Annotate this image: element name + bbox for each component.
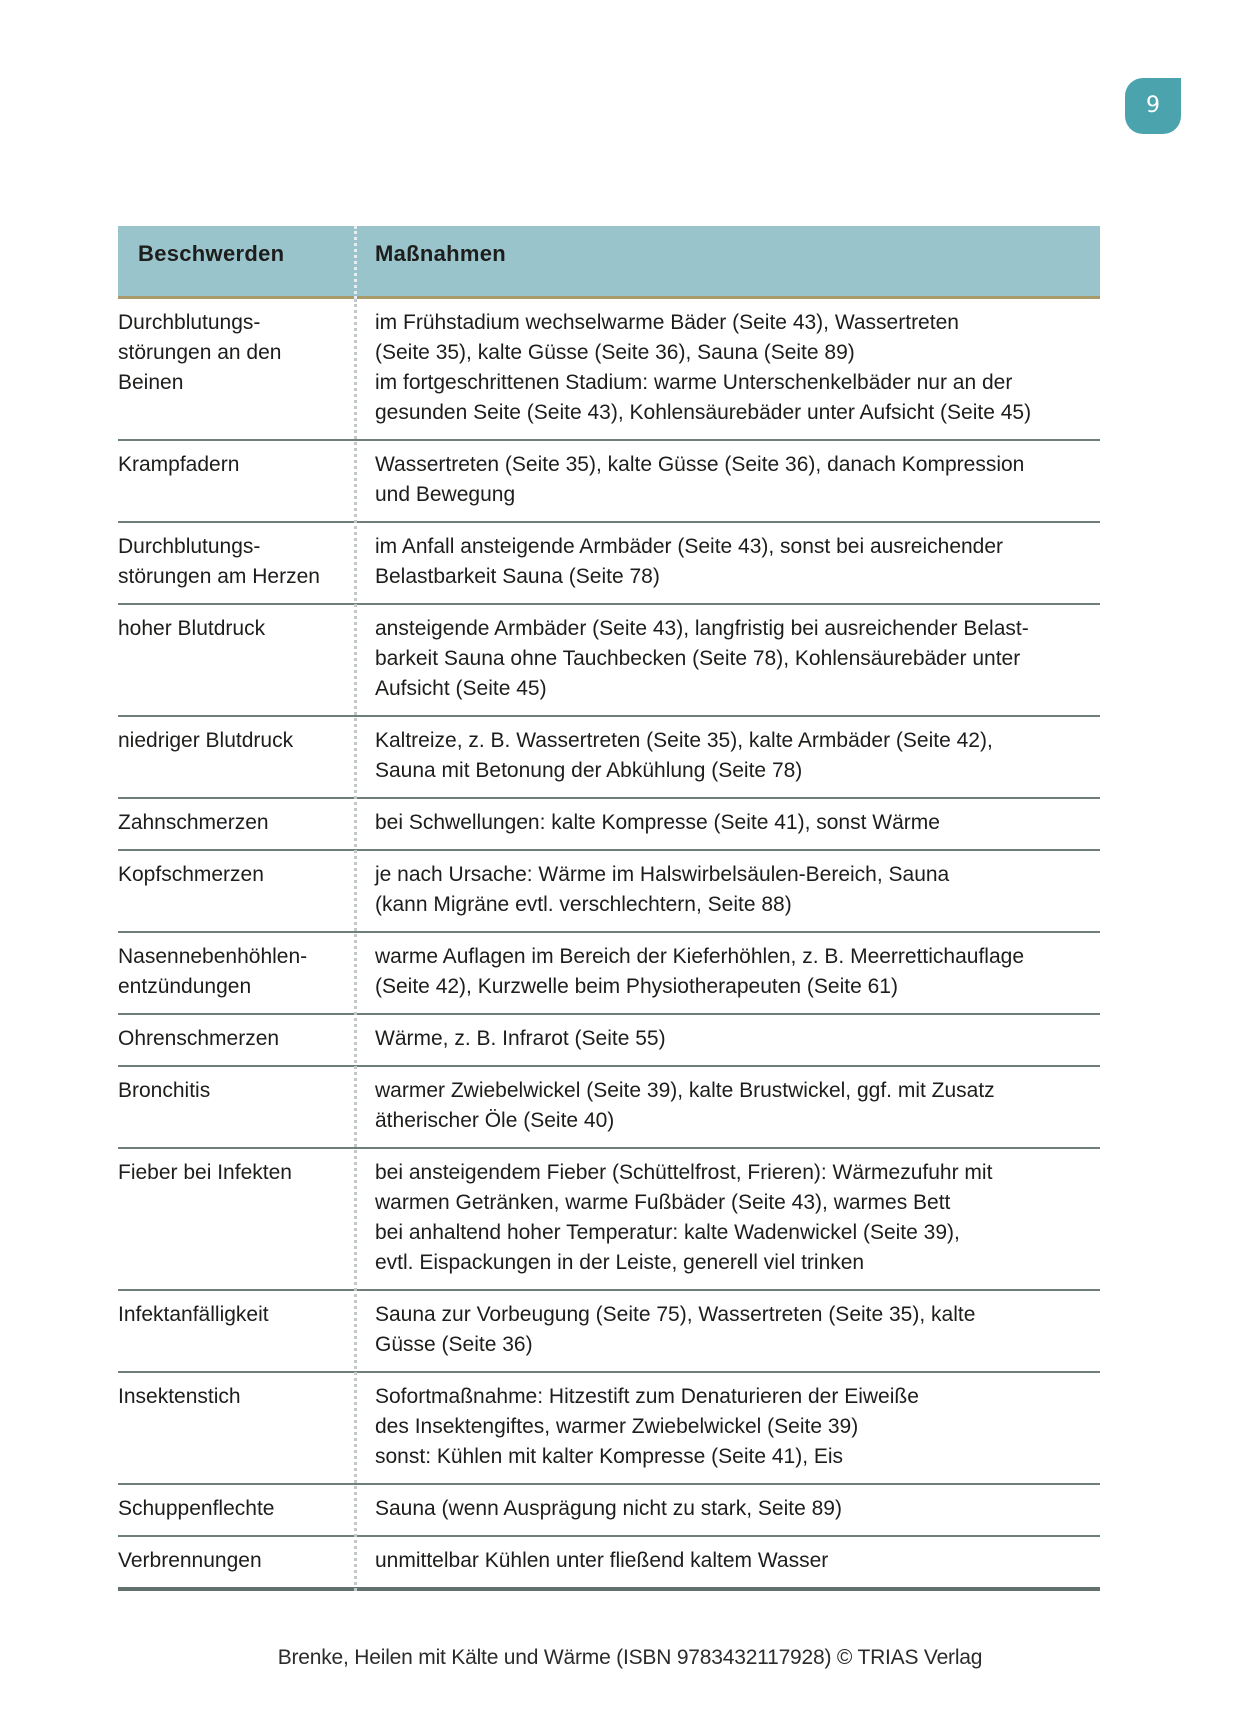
complaint-cell [118, 1382, 354, 1472]
complaint-cell [118, 1546, 354, 1576]
complaint-text: Nasennebenhöhlen- [118, 945, 308, 968]
measures-text: unmittelbar Kühlen unter fließend kaltem Wasser [375, 1549, 829, 1572]
measures-cell [354, 1158, 1100, 1278]
measures-cell [354, 808, 1100, 838]
complaint-text: Ohrenschmerzen [118, 1027, 280, 1050]
measures-text: (Seite 35), kalte Güsse (Seite 36), Sauna (Seite 89) [375, 341, 855, 364]
table-row [118, 851, 1100, 933]
complaint-text: störungen an den [118, 341, 282, 364]
page-number-badge [1125, 78, 1181, 134]
table-row [118, 299, 1100, 441]
measures-cell [354, 1076, 1100, 1136]
complaint-cell [118, 532, 354, 592]
measures-text: im fortgeschrittenen Stadium: warme Unterschenkelbäder nur an der [375, 371, 1013, 394]
page-number: 9 [1146, 93, 1160, 118]
measures-text: warmen Getränken, warme Fußbäder (Seite 43), warmes Bett [375, 1191, 951, 1214]
complaint-cell [118, 1300, 354, 1360]
complaint-text: Schuppenflechte [118, 1497, 275, 1520]
measures-text: Sauna (wenn Ausprägung nicht zu stark, Seite 89) [375, 1497, 842, 1520]
measures-text: des Insektengiftes, warmer Zwiebelwickel (Seite 39) [375, 1415, 859, 1438]
complaint-text: Durchblutungs- [118, 311, 261, 334]
measures-text: im Anfall ansteigende Armbäder (Seite 43), sonst bei ausreichender [375, 535, 1004, 558]
complaint-cell [118, 808, 354, 838]
measures-cell [354, 532, 1100, 592]
measures-text: je nach Ursache: Wärme im Halswirbelsäulen-Bereich, Sauna [375, 863, 950, 886]
measures-text: Kaltreize, z. B. Wassertreten (Seite 35), kalte Armbäder (Seite 42), [375, 729, 993, 752]
table-row [118, 1149, 1100, 1291]
header-measures: Maßnahmen [375, 241, 507, 266]
measures-text: bei ansteigendem Fieber (Schüttelfrost, Frieren): Wärmezufuhr mit [375, 1161, 993, 1184]
measures-text: bei Schwellungen: kalte Kompresse (Seite 41), sonst Wärme [375, 811, 940, 834]
complaint-cell [118, 614, 354, 704]
table-row [118, 1485, 1100, 1537]
complaint-cell [118, 1158, 354, 1278]
measures-text: ätherischer Öle (Seite 40) [375, 1109, 615, 1132]
measures-text: sonst: Kühlen mit kalter Kompresse (Seite 41), Eis [375, 1445, 844, 1468]
table-header [118, 226, 1100, 299]
measures-text: Güsse (Seite 36) [375, 1333, 533, 1356]
complaint-cell [118, 1076, 354, 1136]
table-row [118, 523, 1100, 605]
measures-text: Wärme, z. B. Infrarot (Seite 55) [375, 1027, 666, 1050]
copyright-footer: Brenke, Heilen mit Kälte und Wärme (ISBN 9783432117928) © TRIAS Verlag [277, 1646, 983, 1669]
measures-cell [354, 308, 1100, 428]
measures-text: warmer Zwiebelwickel (Seite 39), kalte Brustwickel, ggf. mit Zusatz [375, 1079, 995, 1102]
measures-cell [354, 1494, 1100, 1524]
table-row [118, 1067, 1100, 1149]
table-row [118, 1537, 1100, 1591]
table-row [118, 605, 1100, 717]
measures-text: Belastbarkeit Sauna (Seite 78) [375, 565, 660, 588]
complaint-cell [118, 942, 354, 1002]
complaint-text: Beinen [118, 371, 184, 394]
measures-cell [354, 726, 1100, 786]
measures-text: barkeit Sauna ohne Tauchbecken (Seite 78), Kohlensäurebäder unter [375, 647, 1021, 670]
complaint-text: hoher Blutdruck [118, 617, 266, 640]
measures-text: (Seite 42), Kurzwelle beim Physiotherapeuten (Seite 61) [375, 975, 898, 998]
complaint-text: Infektanfälligkeit [118, 1303, 269, 1326]
complaint-cell [118, 726, 354, 786]
complaint-text: Krampfadern [118, 453, 240, 476]
complaint-cell [118, 450, 354, 510]
complaint-text: Kopfschmerzen [118, 863, 264, 886]
measures-text: Sauna zur Vorbeugung (Seite 75), Wassertreten (Seite 35), kalte [375, 1303, 976, 1326]
measures-text: Sofortmaßnahme: Hitzestift zum Denaturieren der Eiweiße [375, 1385, 919, 1408]
measures-text: warme Auflagen im Bereich der Kieferhöhlen, z. B. Meerrettichauflage [375, 945, 1025, 968]
measures-cell [354, 942, 1100, 1002]
complaint-cell [118, 1494, 354, 1524]
table-row [118, 799, 1100, 851]
measures-cell [354, 1024, 1100, 1054]
complaint-text: Bronchitis [118, 1079, 211, 1102]
measures-text: evtl. Eispackungen in der Leiste, generell viel trinken [375, 1251, 865, 1274]
table-row [118, 1291, 1100, 1373]
measures-cell [354, 450, 1100, 510]
complaint-cell [118, 1024, 354, 1054]
table-body [118, 299, 1100, 1591]
measures-cell [354, 1300, 1100, 1360]
complaint-text: Fieber bei Infekten [118, 1161, 292, 1184]
complaint-text: entzündungen [118, 975, 252, 998]
measures-text: und Bewegung [375, 483, 516, 506]
column-divider [354, 299, 357, 1591]
complaint-text: Durchblutungs- [118, 535, 261, 558]
complaint-text: störungen am Herzen [118, 565, 320, 588]
complaint-cell [118, 308, 354, 428]
measures-text: Wassertreten (Seite 35), kalte Güsse (Seite 36), danach Kompression [375, 453, 1025, 476]
measures-text: ansteigende Armbäder (Seite 43), langfristig bei ausreichender Belast- [375, 617, 1029, 640]
table-row [118, 1373, 1100, 1485]
measures-text: Aufsicht (Seite 45) [375, 677, 547, 700]
measures-cell [354, 1382, 1100, 1472]
measures-cell [354, 614, 1100, 704]
table-row [118, 933, 1100, 1015]
table-row [118, 1015, 1100, 1067]
measures-text: bei anhaltend hoher Temperatur: kalte Wadenwickel (Seite 39), [375, 1221, 960, 1244]
table-row [118, 441, 1100, 523]
measures-cell [354, 860, 1100, 920]
complaint-text: Verbrennungen [118, 1549, 262, 1572]
measures-text: im Frühstadium wechselwarme Bäder (Seite 43), Wassertreten [375, 311, 959, 334]
complaint-text: niedriger Blutdruck [118, 729, 294, 752]
measures-text: Sauna mit Betonung der Abkühlung (Seite 78) [375, 759, 803, 782]
complaint-text: Insektenstich [118, 1385, 241, 1408]
complaints-measures-table [118, 226, 1100, 1591]
header-complaints: Beschwerden [138, 241, 285, 266]
measures-cell [354, 1546, 1100, 1576]
complaint-text: Zahnschmerzen [118, 811, 269, 834]
table-row [118, 717, 1100, 799]
complaint-cell [118, 860, 354, 920]
measures-text: (kann Migräne evtl. verschlechtern, Seite 88) [375, 893, 792, 916]
measures-text: gesunden Seite (Seite 43), Kohlensäurebäder unter Aufsicht (Seite 45) [375, 401, 1032, 424]
header-column-divider [354, 226, 357, 299]
